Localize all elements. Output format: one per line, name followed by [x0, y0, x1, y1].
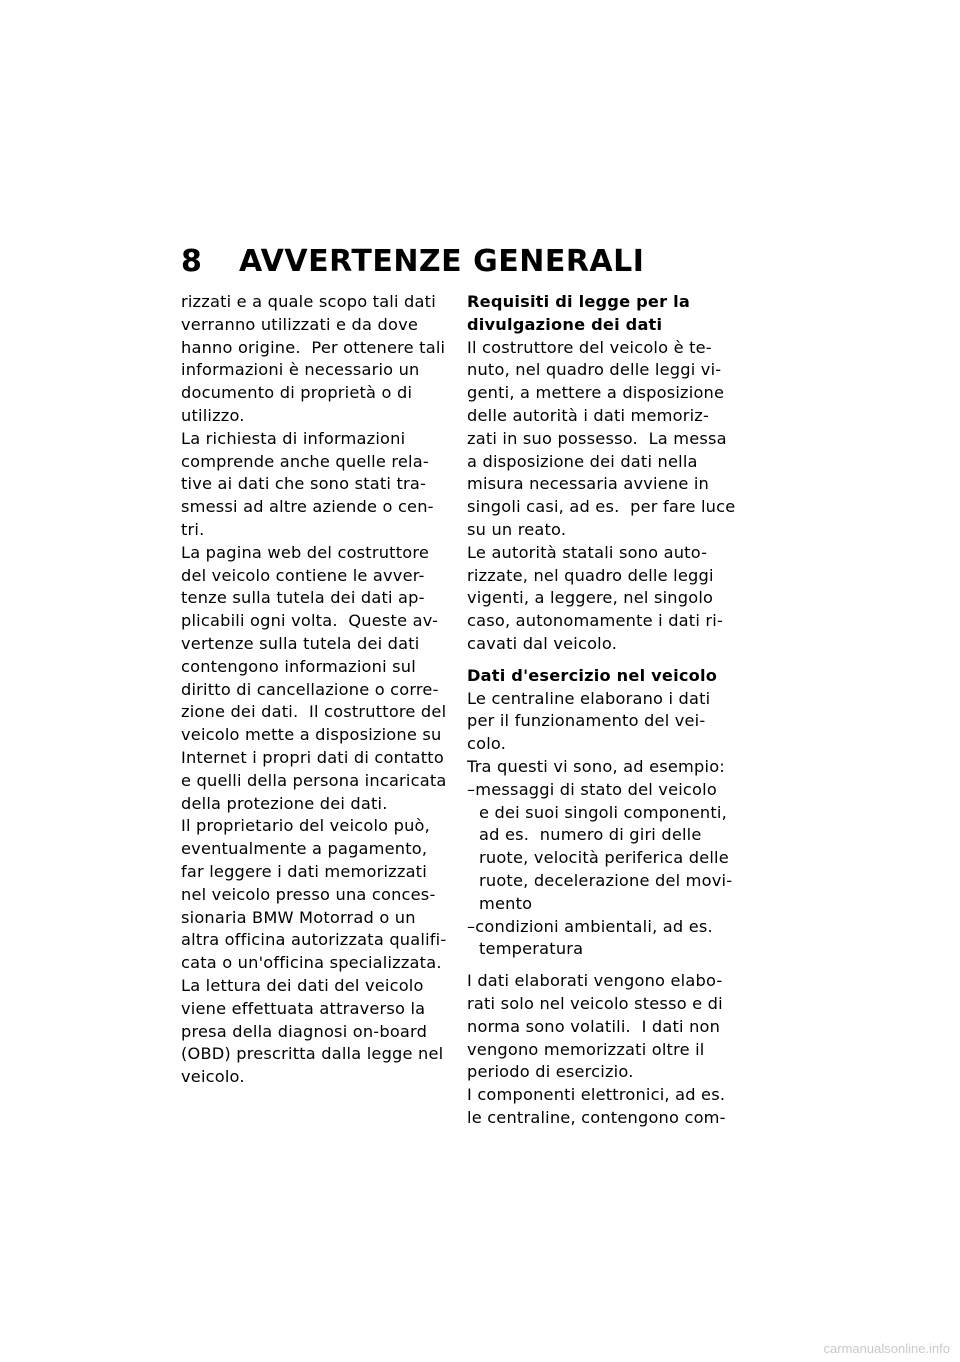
text-line: hanno origine. Per ottenere tali: [181, 337, 446, 357]
text-line: le centraline, contengono com-: [467, 1107, 726, 1127]
text-line: tive ai dati che sono stati tra-: [181, 474, 427, 494]
text-line: nuto, nel quadro delle leggi vi-: [467, 360, 722, 380]
text-line: Il proprietario del veicolo può,: [181, 816, 430, 836]
text-line: genti, a mettere a disposizione: [467, 383, 725, 403]
text-line: delle autorità i dati memoriz-: [467, 405, 710, 425]
text-line: verranno utilizzati e da dove: [181, 314, 419, 334]
list-item-line: ruote, velocità periferica delle: [479, 848, 729, 868]
text-line: documento di proprietà o di: [181, 383, 413, 403]
text-line: periodo di esercizio.: [467, 1062, 634, 1082]
section-heading-line: divulgazione dei dati: [467, 314, 663, 334]
text-line: zione dei dati. Il costruttore del: [181, 702, 447, 722]
list-item-line: ruote, decelerazione del movi-: [479, 870, 733, 890]
list-item-line: e dei suoi singoli componenti,: [479, 802, 727, 822]
text-line: La pagina web del costruttore: [181, 542, 430, 562]
text-line: I componenti elettronici, ad es.: [467, 1085, 726, 1105]
text-line: singoli casi, ad es. per fare luce: [467, 497, 736, 517]
text-line: Le centraline elaborano i dati: [467, 688, 711, 708]
text-line: caso, autonomamente i dati ri-: [467, 611, 723, 631]
text-line: della protezione dei dati.: [181, 793, 388, 813]
chapter-number: 8: [181, 244, 203, 279]
section-heading: Dati d'esercizio nel veicolo: [467, 665, 718, 685]
text-line: far leggere i dati memorizzati: [181, 861, 427, 881]
text-line: veicolo mette a disposizione su: [181, 725, 442, 745]
text-line: informazioni è necessario un: [181, 360, 420, 380]
text-line: rizzati e a quale scopo tali dati: [181, 292, 436, 311]
section-body: [467, 970, 747, 1130]
text-line: misura necessaria avviene in: [467, 474, 710, 494]
text-line: contengono informazioni sul: [181, 656, 416, 676]
left-column: [181, 291, 461, 1089]
text-line: colo.: [467, 734, 507, 754]
text-line: tri.: [181, 519, 205, 539]
text-line: vengono memorizzati oltre il: [467, 1039, 705, 1059]
text-line: norma sono volatili. I dati non: [467, 1016, 721, 1036]
list-item-line: –condizioni ambientali, ad es.: [467, 916, 713, 936]
text-line: e quelli della persona incaricata: [181, 770, 447, 790]
right-column: [467, 291, 747, 1130]
section-body: [467, 688, 747, 779]
text-line: Tra questi vi sono, ad esempio:: [467, 756, 725, 776]
text-line: plicabili ogni volta. Queste av-: [181, 611, 439, 631]
text-line: La lettura dei dati del veicolo: [181, 975, 424, 995]
list-item-line: –messaggi di stato del veicolo: [467, 779, 717, 799]
text-line: del veicolo contiene le avver-: [181, 565, 425, 585]
text-line: Il costruttore del veicolo è te-: [467, 337, 712, 357]
text-line: rati solo nel veicolo stesso e di: [467, 993, 723, 1013]
text-line: a disposizione dei dati nella: [467, 451, 698, 471]
text-line: eventualmente a pagamento,: [181, 839, 428, 859]
text-line: (OBD) prescritta dalla legge nel: [181, 1044, 444, 1064]
chapter-title: AVVERTENZE GENERALI: [239, 244, 645, 279]
text-line: smessi ad altre aziende o cen-: [181, 497, 434, 517]
list-item-line: temperatura: [479, 939, 584, 959]
text-line: altra officina autorizzata qualifi-: [181, 930, 447, 950]
section-heading-line: Requisiti di legge per la: [467, 292, 690, 311]
text-line: viene effettuata attraverso la: [181, 998, 426, 1018]
text-line: cavati dal veicolo.: [467, 633, 618, 653]
text-line: nel veicolo presso una conces-: [181, 884, 436, 904]
list-item: [467, 916, 747, 962]
text-line: presa della diagnosi on-board: [181, 1021, 428, 1041]
watermark: carmanualsonline.info: [823, 1341, 950, 1356]
bullet-list: [467, 779, 747, 961]
text-line: sionaria BMW Motorrad o un: [181, 907, 416, 927]
text-line: I dati elaborati vengono elabo-: [467, 971, 723, 991]
text-line: La richiesta di informazioni: [181, 428, 406, 448]
list-item-line: mento: [479, 893, 533, 913]
chapter-heading: [181, 242, 644, 282]
text-line: rizzate, nel quadro delle leggi: [467, 565, 714, 585]
text-line: utilizzo.: [181, 405, 245, 425]
text-line: vertenze sulla tutela dei dati: [181, 633, 420, 653]
text-line: veicolo.: [181, 1067, 245, 1087]
text-line: vigenti, a leggere, nel singolo: [467, 588, 714, 608]
list-item-line: ad es. numero di giri delle: [479, 825, 702, 845]
text-line: cata o un'officina specializzata.: [181, 953, 442, 973]
text-line: zati in suo possesso. La messa: [467, 428, 727, 448]
text-line: diritto di cancellazione o corre-: [181, 679, 439, 699]
section-body: [467, 337, 747, 656]
text-line: comprende anche quelle rela-: [181, 451, 429, 471]
text-line: Internet i propri dati di contatto: [181, 747, 444, 767]
text-line: su un reato.: [467, 519, 567, 539]
text-line: tenze sulla tutela dei dati ap-: [181, 588, 425, 608]
text-line: Le autorità statali sono auto-: [467, 542, 708, 562]
list-item: [467, 779, 747, 916]
text-line: per il funzionamento del vei-: [467, 711, 706, 731]
